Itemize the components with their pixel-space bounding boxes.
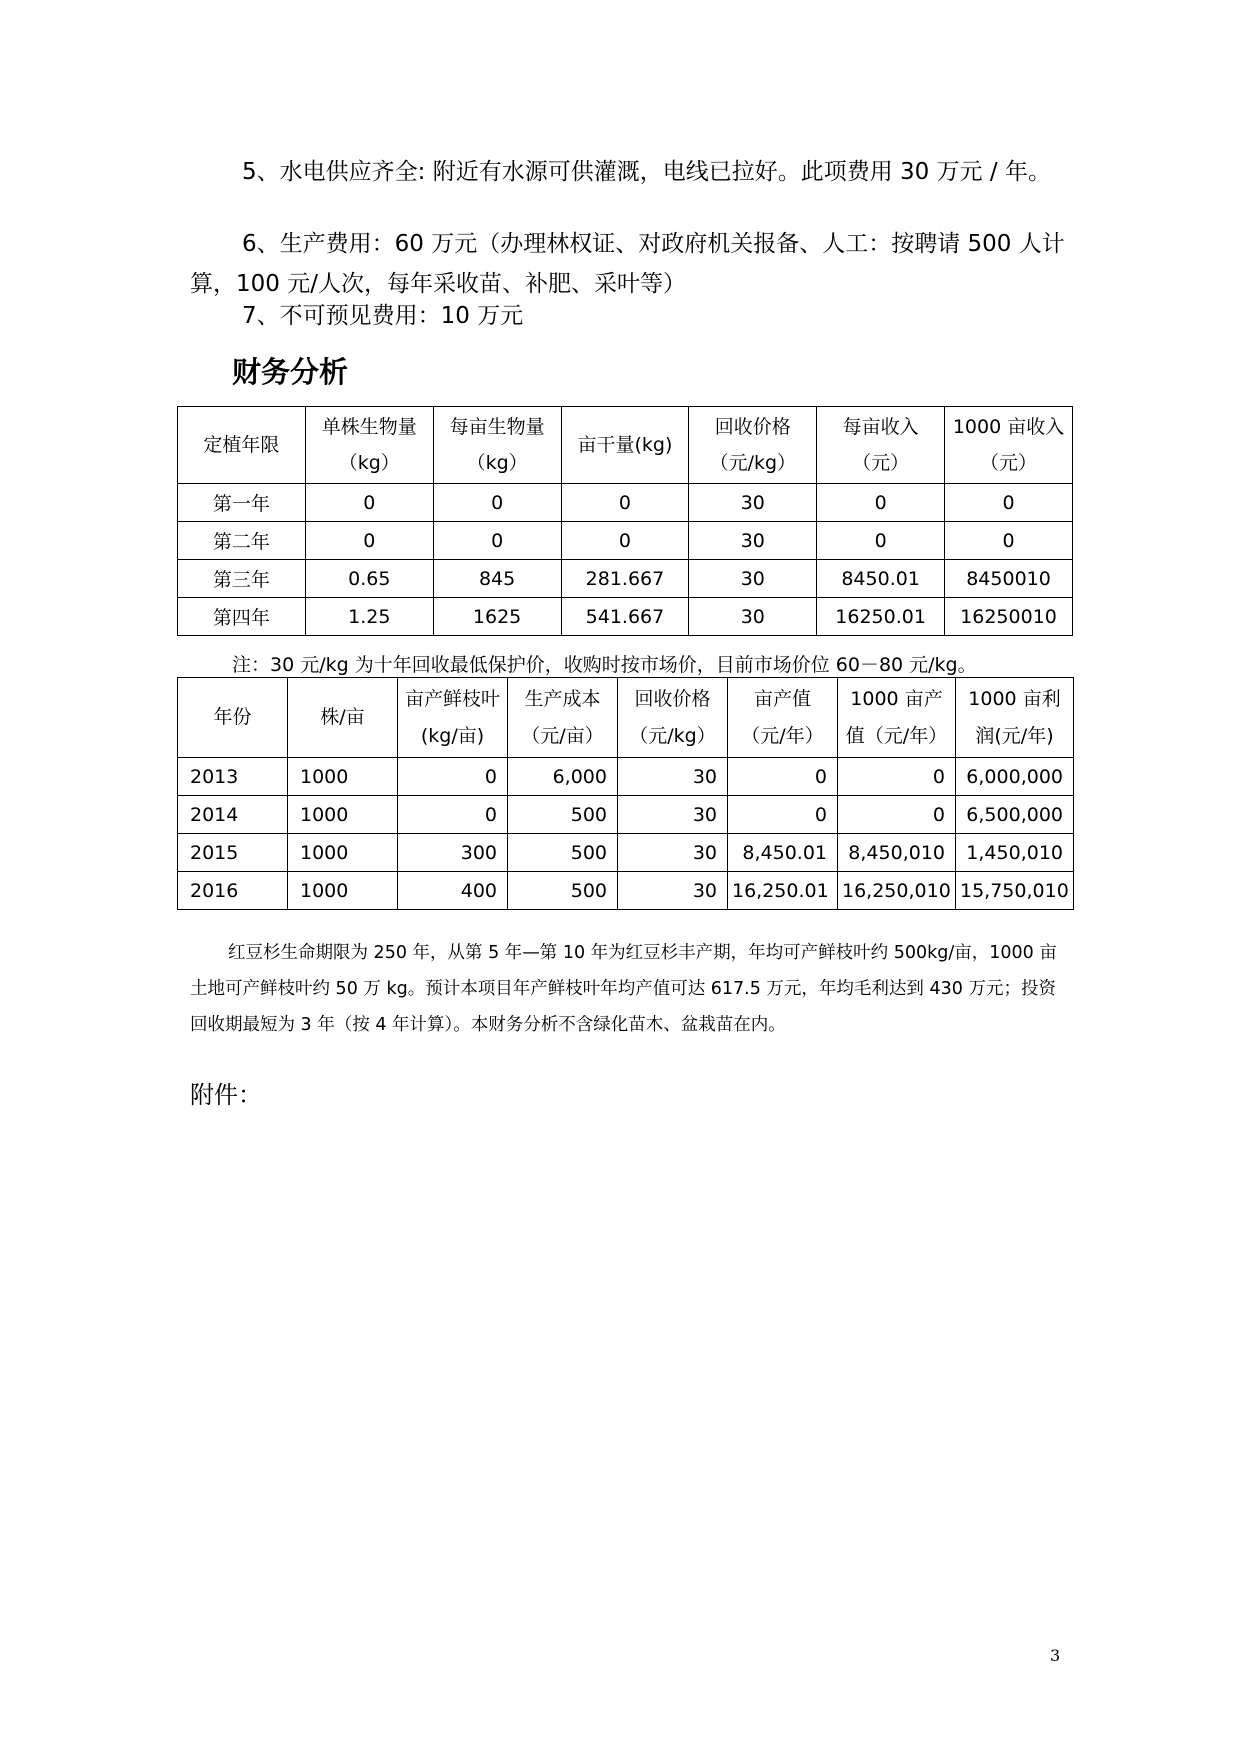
table-cell: 第一年 [178,484,306,522]
column-header: 定植年限 [178,407,306,484]
table-cell: 1000 [288,872,398,910]
table-cell: 541.667 [561,598,689,636]
price-note: 注：30 元/kg 为十年回收最低保护价，收购时按市场价，目前市场价位 60－80 元/kg。 [232,654,977,676]
table-row [178,598,1073,636]
table-cell: 0 [945,484,1073,522]
table-cell: 6,500,000 [956,796,1074,834]
table-cell: 2016 [178,872,288,910]
table-cell: 16250.01 [817,598,945,636]
table-cell: 30 [689,484,817,522]
column-header: 年份 [178,678,288,758]
table-cell: 500 [508,796,618,834]
table-cell: 300 [398,834,508,872]
table-cell: 1.25 [305,598,433,636]
table-row [178,796,1074,834]
table-cell: 30 [618,872,728,910]
section-title: 财务分析 [232,355,349,389]
table-cell: 30 [618,834,728,872]
table-row [178,484,1073,522]
table-cell: 6,000 [508,758,618,796]
table-cell: 1625 [433,598,561,636]
table-cell: 0 [838,796,956,834]
table-row [178,560,1073,598]
column-header: 每亩生物量（kg） [433,407,561,484]
column-header: 1000 亩利润(元/年) [956,678,1074,758]
table-cell: 2015 [178,834,288,872]
table-cell: 0 [817,522,945,560]
table-cell: 0 [305,522,433,560]
table-header-row [178,678,1074,758]
table-cell: 第二年 [178,522,306,560]
table-cell: 8,450.01 [728,834,838,872]
biomass-table [177,406,1073,636]
table-cell: 0 [561,522,689,560]
table-cell: 0 [433,522,561,560]
column-header: 单株生物量（kg） [305,407,433,484]
column-header: 株/亩 [288,678,398,758]
paragraph-unforeseen-cost: 7、不可预见费用：10 万元 [242,303,524,329]
column-header: 每亩收入（元） [817,407,945,484]
table-cell: 8450010 [945,560,1073,598]
table-cell: 1,450,010 [956,834,1074,872]
table-cell: 0 [728,796,838,834]
table-cell: 1000 [288,834,398,872]
column-header: 回收价格（元/kg） [689,407,817,484]
column-header: 亩产值（元/年） [728,678,838,758]
table-cell: 第三年 [178,560,306,598]
table-cell: 281.667 [561,560,689,598]
table-cell: 1000 [288,796,398,834]
table-cell: 0.65 [305,560,433,598]
table-cell: 845 [433,560,561,598]
table-cell: 0 [561,484,689,522]
table-cell: 30 [618,796,728,834]
table-cell: 0 [945,522,1073,560]
table-cell: 1000 [288,758,398,796]
column-header: 亩产鲜枝叶(kg/亩) [398,678,508,758]
column-header: 生产成本（元/亩） [508,678,618,758]
table-cell: 30 [689,560,817,598]
table-cell: 500 [508,872,618,910]
table-cell: 0 [305,484,433,522]
table-cell: 500 [508,834,618,872]
table-cell: 0 [817,484,945,522]
table-cell: 15,750,010 [956,872,1074,910]
yearly-profit-table [177,677,1074,910]
table-cell: 2013 [178,758,288,796]
column-header: 亩干量(kg) [561,407,689,484]
table-cell: 0 [433,484,561,522]
table-row [178,758,1074,796]
page-number: 3 [1050,1646,1061,1665]
paragraph-water-power: 5、水电供应齐全: 附近有水源可供灌溉，电线已拉好。此项费用 30 万元 / 年。 [242,159,1051,185]
table-cell: 400 [398,872,508,910]
table-row [178,872,1074,910]
table-cell: 16,250.01 [728,872,838,910]
table-cell: 30 [689,598,817,636]
table-row [178,834,1074,872]
table-cell: 0 [838,758,956,796]
paragraph-production-cost: 6、生产费用：60 万元（办理林权证、对政府机关报备、人工：按聘请 500 人计算，100 元/人次，每年采收苗、补肥、采叶等） [190,231,1065,297]
column-header: 1000 亩产值（元/年） [838,678,956,758]
table-cell: 8,450,010 [838,834,956,872]
column-header: 1000 亩收入（元） [945,407,1073,484]
table-cell: 0 [398,796,508,834]
table-cell: 0 [398,758,508,796]
table-cell: 30 [618,758,728,796]
column-header: 回收价格（元/kg） [618,678,728,758]
table-header-row [178,407,1073,484]
table-cell: 6,000,000 [956,758,1074,796]
table-cell: 2014 [178,796,288,834]
table-cell: 0 [728,758,838,796]
table-cell: 8450.01 [817,560,945,598]
table-cell: 16,250,010 [838,872,956,910]
table-cell: 16250010 [945,598,1073,636]
attachment-label: 附件： [190,1081,262,1109]
table-cell: 第四年 [178,598,306,636]
financial-summary: 红豆杉生命期限为 250 年，从第 5 年—第 10 年为红豆杉丰产期，年均可产鲜枝叶约 500kg/亩，1000 亩土地可产鲜枝叶约 50 万 kg。预计本项目年产鲜枝叶年均产值可达 617.5 万元，年均毛利达到 430 万元；投资回收期最短为 3 年（按 4 年计算）。本财务分析不含绿化苗木、盆栽苗在内。 [190,943,1057,1035]
table-cell: 30 [689,522,817,560]
table-row [178,522,1073,560]
